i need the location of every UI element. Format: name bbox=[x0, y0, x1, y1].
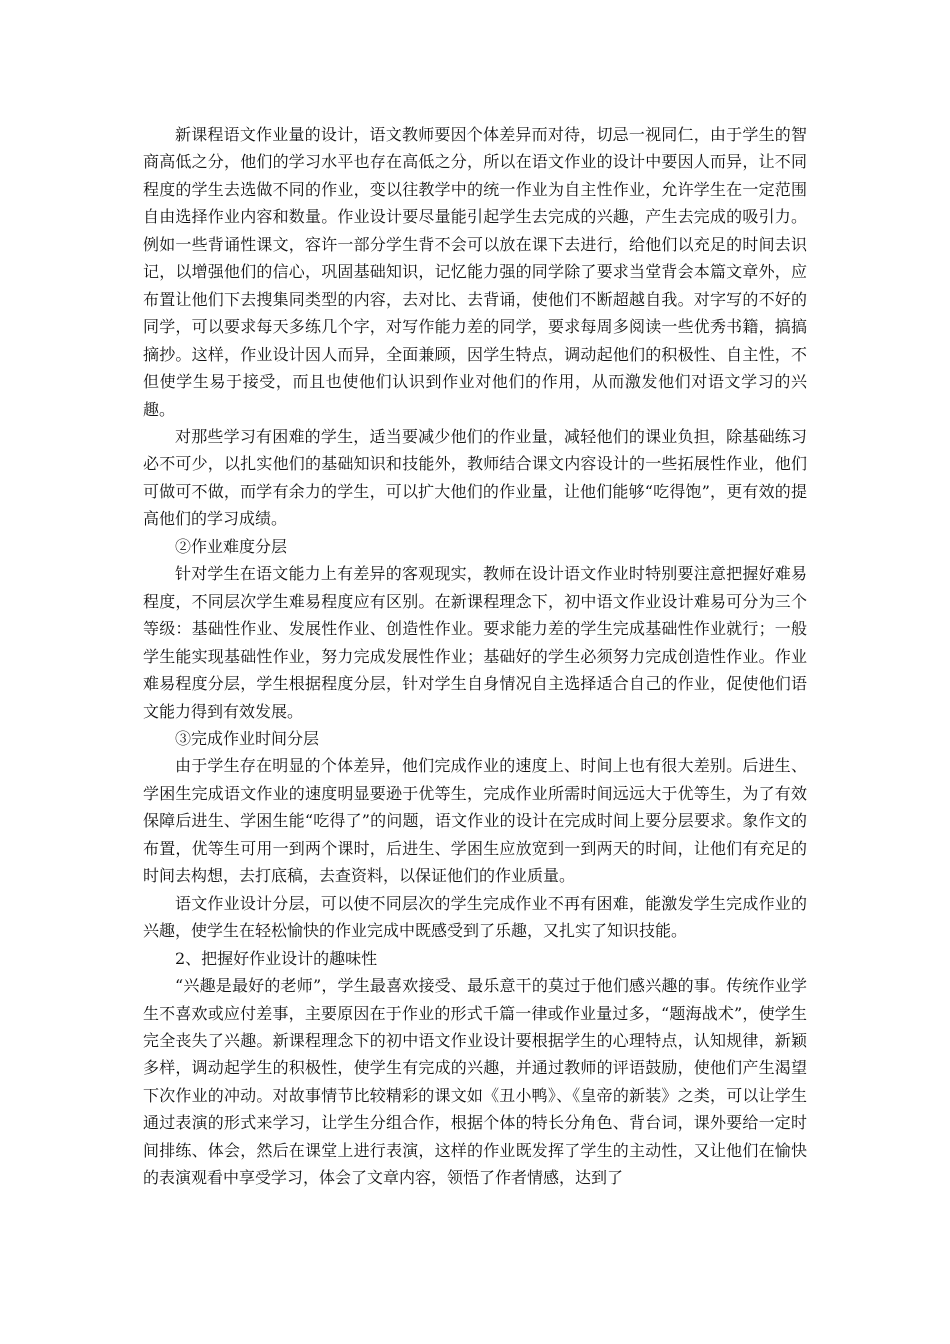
document-body bbox=[143, 121, 807, 1192]
paragraph-struggling-students: 对那些学习有困难的学生，适当要减少他们的作业量，减轻他们的课业负担，除基础练习必不可少，以扎实他们的基础知识和技能外，教师结合课文内容设计的一些拓展性作业，他们可做可不做，而学有余力的学生，可以扩大他们的作业量，让他们能够“吃得饱”，更有效的提高他们的学习成绩。 bbox=[143, 426, 807, 529]
section-heading-interest: 2、把握好作业设计的趣味性 bbox=[175, 948, 378, 968]
section-heading-difficulty-layering: ②作业难度分层 bbox=[175, 536, 288, 556]
paragraph-time-layering: 由于学生存在明显的个体差异，他们完成作业的速度上、时间上也有很大差别。后进生、学困生完成语文作业的速度明显要逊于优等生，完成作业所需时间远远大于优等生，为了有效保障后进生、学困生能“吃得了”的问题，语文作业的设计在完成时间上要分层要求。象作文的布置，优等生可用一到两个课时，后进生、学困生应放宽到一到两天的时间，让他们有充足的时间去构想，去打底稿，去查资料，以保证他们的作业质量。 bbox=[143, 756, 807, 886]
paragraph-difficulty-layering: 针对学生在语文能力上有差异的客观现实，教师在设计语文作业时特别要注意把握好难易程度，不同层次学生难易程度应有区别。在新课程理念下，初中语文作业设计难易可分为三个等级：基础性作业、发展性作业、创造性作业。要求能力差的学生完成基础性作业就行；一般学生能实现基础性作业，努力完成发展性作业；基础好的学生必须努力完成创造性作业。作业难易程度分层，学生根据程度分层，针对学生自身情况自主选择适合自己的作业，促使他们语文能力得到有效发展。 bbox=[143, 564, 807, 721]
paragraph-homework-quantity-design: 新课程语文作业量的设计，语文教师要因个体差异而对待，切忌一视同仁，由于学生的智商高低之分，他们的学习水平也存在高低之分，所以在语文作业的设计中要因人而异，让不同程度的学生去选做不同的作业，变以往教学中的统一作业为自主性作业，允许学生在一定范围自由选择作业内容和数量。作业设计要尽量能引起学生去完成的兴趣，产生去完成的吸引力。例如一些背诵性课文，容许一部分学生背不会可以放在课下去进行，给他们以充足的时间去识记，以增强他们的信心，巩固基础知识，记忆能力强的同学除了要求当堂背会本篇文章外，应布置让他们下去搜集同类型的内容，去对比、去背诵，使他们不断超越自我。对字写的不好的同学，可以要求每天多练几个字，对写作能力差的同学，要求每周多阅读一些优秀书籍，搞搞摘抄。这样，作业设计因人而异，全面兼顾，因学生特点，调动起他们的积极性、自主性，不但使学生易于接受，而且也使他们认识到作业对他们的作用，从而激发他们对语文学习的兴趣。 bbox=[143, 125, 807, 419]
paragraph-layering-summary: 语文作业设计分层，可以使不同层次的学生完成作业不再有困难，能激发学生完成作业的兴趣，使学生在轻松愉快的作业完成中既感受到了乐趣，又扎实了知识技能。 bbox=[143, 893, 807, 941]
section-heading-time-layering: ③完成作业时间分层 bbox=[175, 728, 320, 748]
paragraph-interest: “兴趣是最好的老师”，学生最喜欢接受、最乐意干的莫过于他们感兴趣的事。传统作业学生不喜欢或应付差事，主要原因在于作业的形式千篇一律或作业量过多，“题海战术”，使学生完全丧失了兴趣。新课程理念下的初中语文作业设计要根据学生的心理特点，认知规律，新颖多样，调动起学生的积极性，使学生有完成的兴趣，并通过教师的评语鼓励，使他们产生渴望下次作业的冲动。对故事情节比较精彩的课文如《丑小鸭》、《皇帝的新装》之类，可以让学生通过表演的形式来学习，让学生分组合作，根据个体的特长分角色、背台词，课外要给一定时间排练、体会，然后在课堂上进行表演，这样的作业既发挥了学生的主动性，又让他们在愉快的表演观看中享受学习，体会了文章内容，领悟了作者情感，达到了 bbox=[143, 976, 807, 1188]
